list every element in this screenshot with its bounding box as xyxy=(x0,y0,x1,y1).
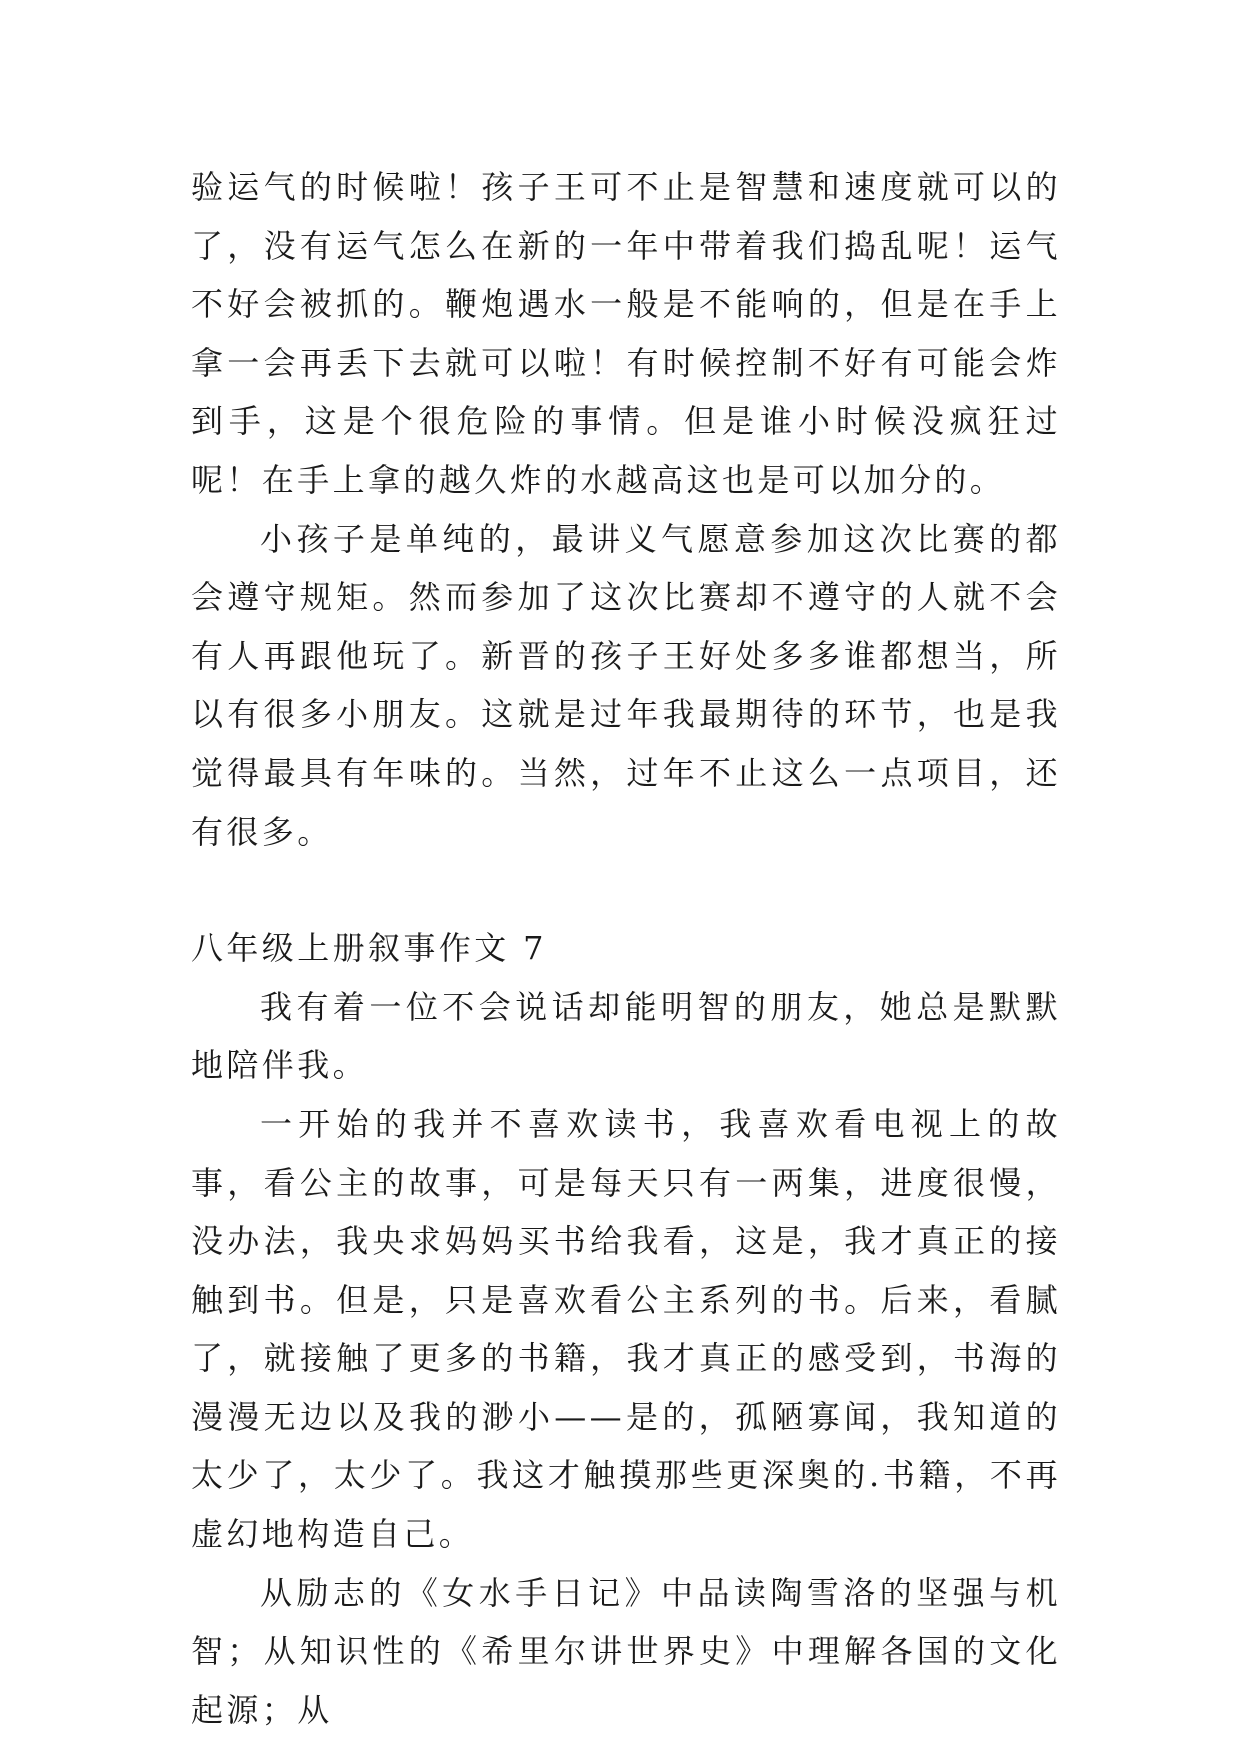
document-page xyxy=(191,158,1061,1739)
paragraph: 我有着一位不会说话却能明智的朋友，她总是默默地陪伴我。 xyxy=(191,987,1061,1085)
paragraph: 一开始的我并不喜欢读书，我喜欢看电视上的故事，看公主的故事，可是每天只有一两集，进度很慢，没办法，我央求妈妈买书给我看，这是，我才真正的接触到书。但是，只是喜欢看公主系列的书。后来，看腻了，就接触了更多的书籍，我才真正的感受到，书海的漫漫无边以及我的渺小——是的，孤陋寡闻，我知道的太少了，太少了。我这才触摸那些更深奥的.书籍，不再虚幻地构造自己。 xyxy=(191,1104,1061,1554)
paragraph: 验运气的时候啦！孩子王可不止是智慧和速度就可以的了，没有运气怎么在新的一年中带着我们捣乱呢！运气不好会被抓的。鞭炮遇水一般是不能响的，但是在手上拿一会再丢下去就可以啦！有时候控制不好有可能会炸到手，这是个很危险的事情。但是谁小时候没疯狂过呢！在手上拿的越久炸的水越高这也是可以加分的。 xyxy=(191,168,1061,499)
section-title: 八年级上册叙事作文 7 xyxy=(191,929,547,968)
paragraph: 从励志的《女水手日记》中品读陶雪洛的坚强与机智；从知识性的《希里尔讲世界史》中理解各国的文化起源；从 xyxy=(191,1573,1061,1729)
paragraph: 小孩子是单纯的，最讲义气愿意参加这次比赛的都会遵守规矩。然而参加了这次比赛却不遵守的人就不会有人再跟他玩了。新晋的孩子王好处多多谁都想当，所以有很多小朋友。这就是过年我最期待的环节，也是我觉得最具有年味的。当然，过年不止这么一点项目，还有很多。 xyxy=(191,519,1061,851)
